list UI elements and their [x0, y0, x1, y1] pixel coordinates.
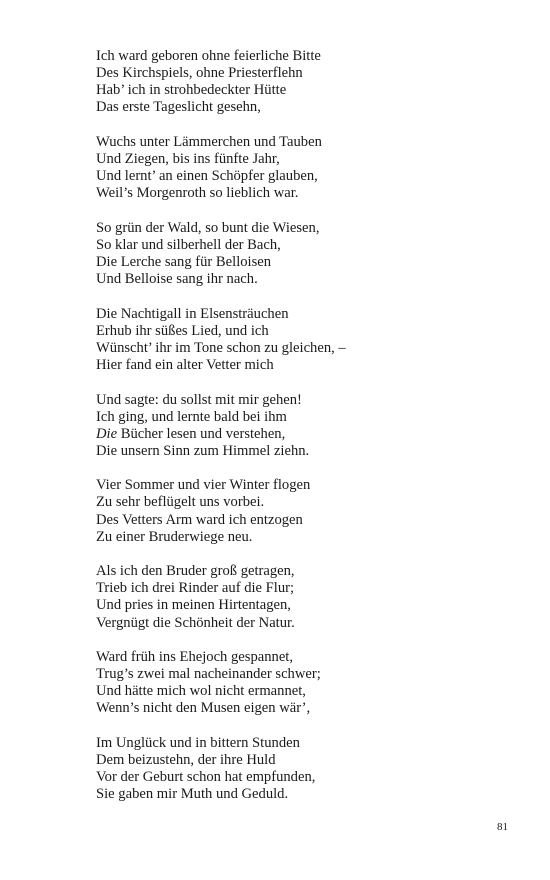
verse-line: Vier Sommer und vier Winter flogen [96, 477, 311, 494]
verse-line: Vor der Geburt schon hat empfunden, [96, 769, 316, 786]
verse-line: Trug’s zwei mal nacheinander schwer; [96, 666, 321, 683]
verse-line-rest: Bücher lesen und verstehen, [117, 425, 286, 442]
verse-line: Des Kirchspiels, ohne Priesterflehn [96, 65, 303, 82]
stanza-8 [96, 649, 516, 717]
poem-body [96, 48, 516, 821]
verse-line: Dem beizustehn, der ihre Huld [96, 752, 276, 769]
verse-line: Die Nachtigall in Elsensträuchen [96, 305, 289, 322]
verse-line: Des Vetters Arm ward ich entzogen [96, 511, 303, 528]
verse-line: Sie gaben mir Muth und Geduld. [96, 786, 289, 803]
verse-line: Wenn’s nicht den Musen eigen wär’, [96, 700, 311, 717]
stanza-5 [96, 392, 516, 460]
verse-line: Und Belloise sang ihr nach. [96, 271, 258, 288]
verse-line: Ich ward geboren ohne feierliche Bitte [96, 48, 321, 64]
verse-line: Weil’s Morgenroth so lieblich war. [96, 185, 299, 202]
verse-line: Hab’ ich in strohbedeckter Hütte [96, 82, 287, 99]
verse-line: Wuchs unter Lämmerchen und Tauben [96, 133, 322, 150]
verse-line: Hier fand ein alter Vetter mich [96, 356, 274, 373]
verse-line: So grün der Wald, so bunt die Wiesen, [96, 219, 320, 236]
stanza-9 [96, 735, 516, 803]
verse-line: Die unsern Sinn zum Himmel ziehn. [96, 442, 310, 459]
stanza-3 [96, 220, 516, 288]
verse-line: Als ich den Bruder groß getragen, [96, 563, 295, 580]
stanza-4 [96, 306, 516, 374]
verse-line: Vergnügt die Schönheit der Natur. [96, 614, 295, 631]
verse-line: Und Ziegen, bis ins fünfte Jahr, [96, 150, 280, 167]
verse-line: So klar und silberhell der Bach, [96, 236, 281, 253]
stanza-1 [96, 48, 516, 116]
verse-line [96, 426, 516, 443]
page-number: 81 [497, 821, 508, 833]
stanza-2 [96, 134, 516, 202]
stanza-6 [96, 477, 516, 545]
verse-line: Und pries in meinen Hirtentagen, [96, 597, 291, 614]
verse-line: Das erste Tageslicht gesehn, [96, 99, 261, 116]
verse-line: Ich ging, und lernte bald bei ihm [96, 408, 287, 425]
verse-line: Zu einer Bruderwiege neu. [96, 528, 253, 545]
italic-emphasis: Die [96, 425, 118, 442]
verse-line: Zu sehr beflügelt uns vorbei. [96, 494, 265, 511]
verse-line: Ward früh ins Ehejoch gespannet, [96, 649, 293, 666]
verse-line: Wünscht’ ihr im Tone schon zu gleichen, – [96, 339, 346, 356]
verse-line: Die Lerche sang für Belloisen [96, 253, 272, 270]
verse-line: Im Unglück und in bittern Stunden [96, 735, 300, 751]
verse-line: Trieb ich drei Rinder auf die Flur; [96, 580, 295, 597]
verse-line: Und hätte mich wol nicht ermannet, [96, 683, 306, 700]
verse-line: Erhub ihr süßes Lied, und ich [96, 322, 269, 339]
stanza-7 [96, 563, 516, 631]
verse-line: Und sagte: du sollst mit mir gehen! [96, 391, 302, 408]
verse-line: Und lernt’ an einen Schöpfer glauben, [96, 168, 318, 185]
